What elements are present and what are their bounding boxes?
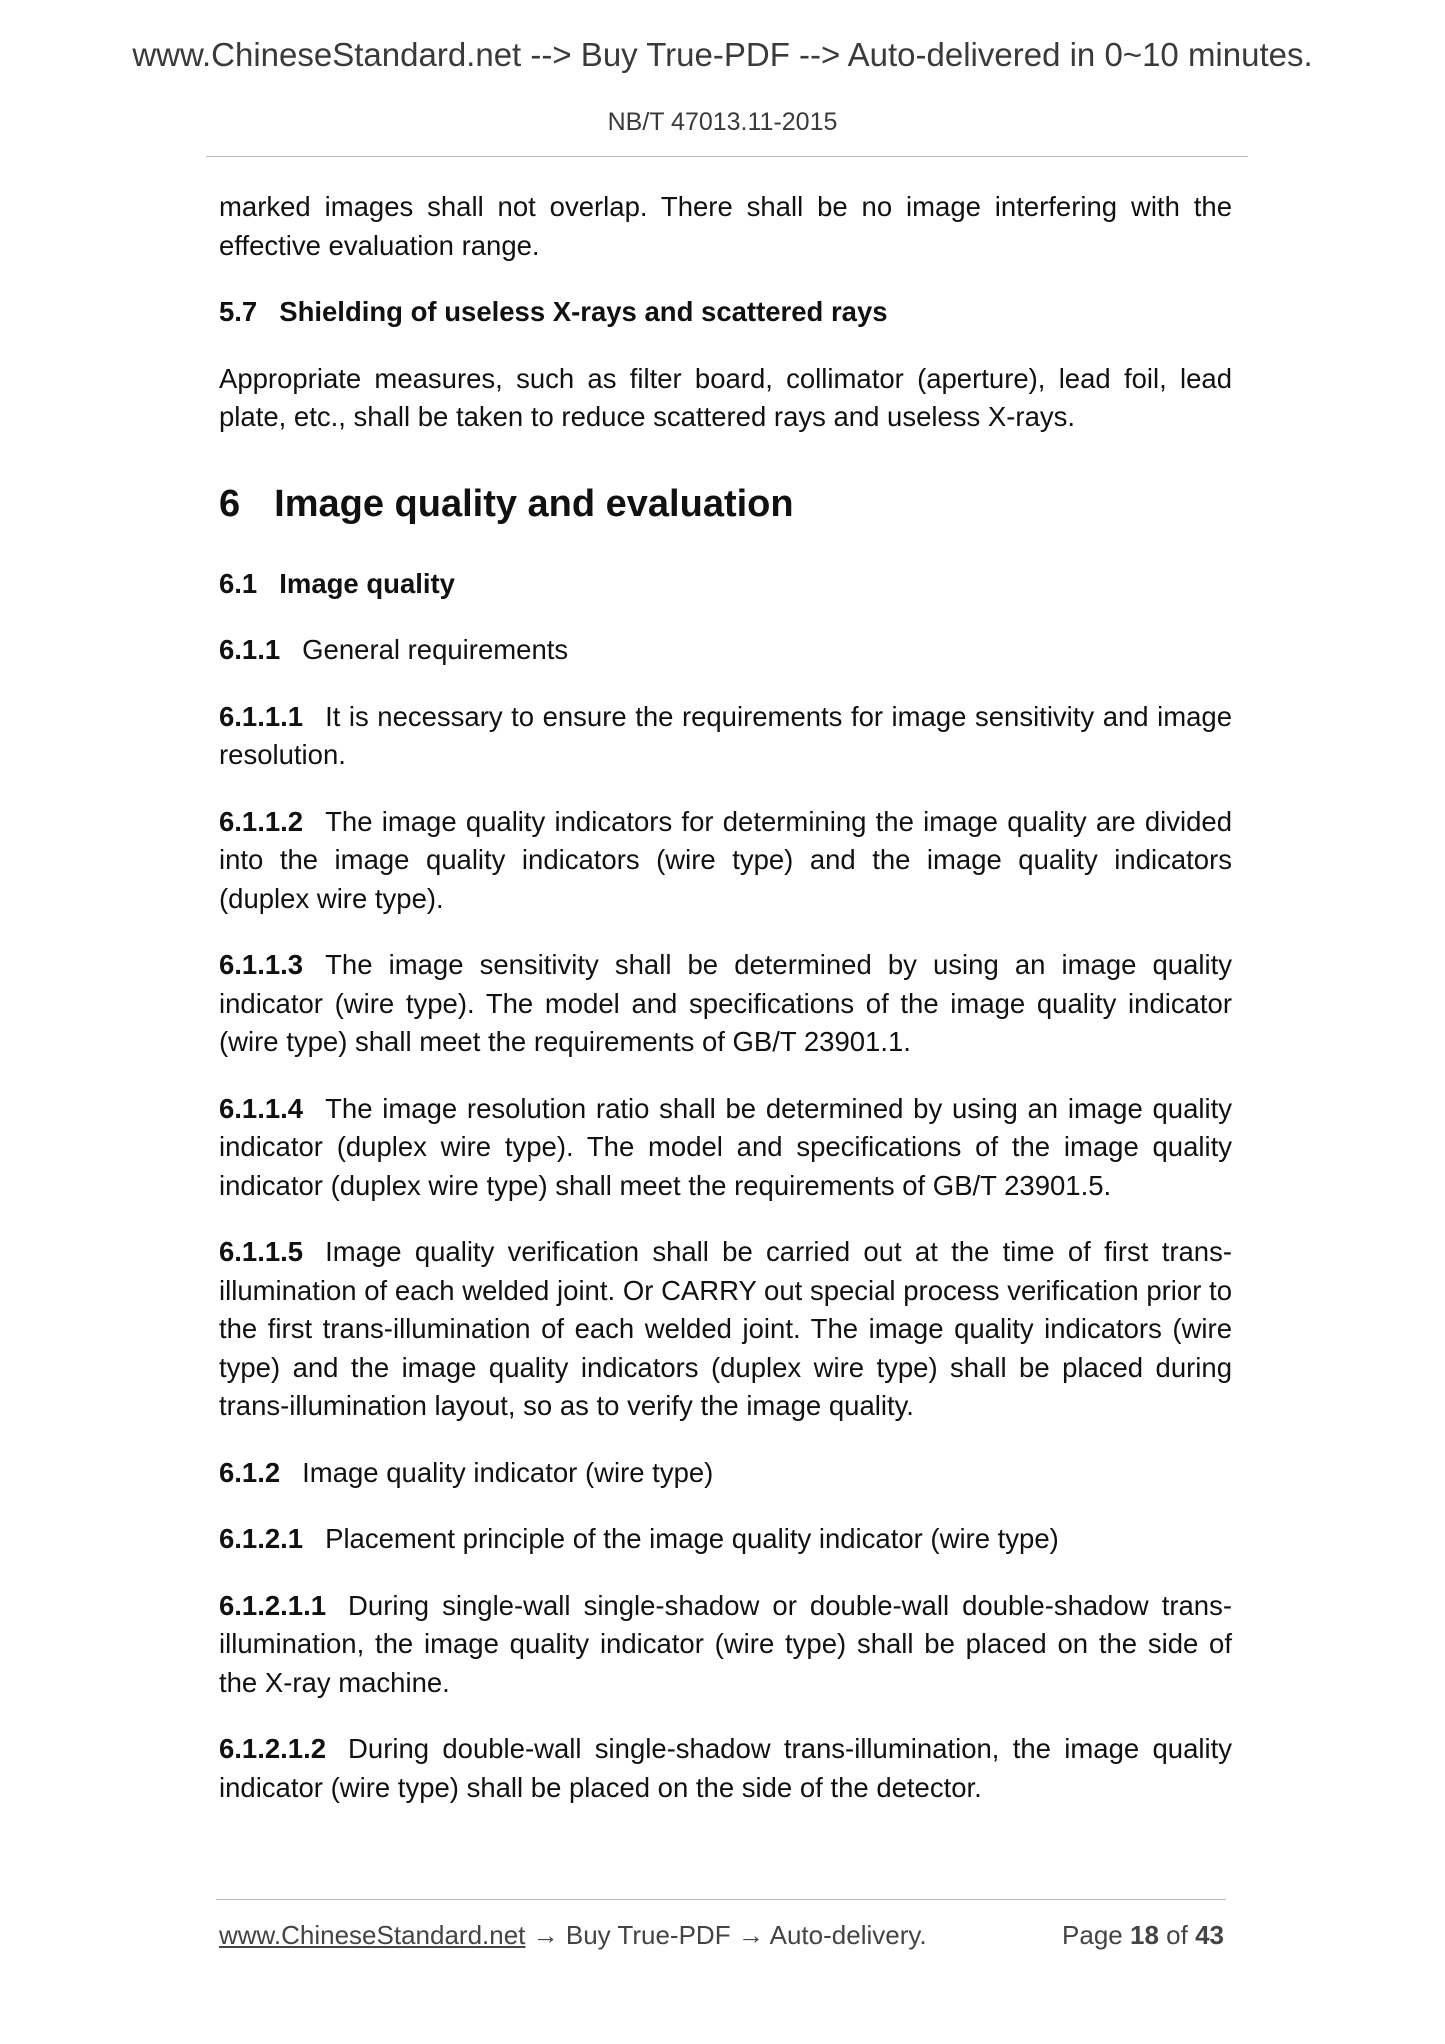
footer-buy-text: Buy True-PDF (565, 1920, 731, 1950)
page-label: Page (1062, 1920, 1123, 1950)
clause-6-1-2-1 (219, 1520, 1232, 1559)
section-title: Shielding of useless X-rays and scattered rays (279, 296, 888, 327)
clause-number: 6.1.2.1.2 (219, 1733, 327, 1764)
clause-number: 6.1.2 (219, 1456, 281, 1488)
clause-6-1-2-1-2 (219, 1730, 1232, 1807)
clause-text: The image sensitivity shall be determined by using an image quality indicator (wire type). The model and specifications of the image quality indicator (wire type) shall meet the requirements of GB/T 23901.1. (219, 949, 1232, 1057)
document-number: NB/T 47013.11-2015 (607, 108, 838, 136)
clause-text: Image quality verification shall be carried out at the time of first trans-illumination of each welded joint. Or CARRY out special process verification prior to the first trans-illumination of each welded joint. The image quality indicators (wire type) and the image quality indicators (duplex wire type) shall be placed during trans-illumination layout, so as to verify the image quality. (219, 1236, 1232, 1421)
clause-number: 6.1.2.1 (219, 1523, 304, 1554)
header-divider (206, 156, 1248, 157)
clause-6-1-1-5 (219, 1233, 1232, 1426)
chapter-6-heading (219, 481, 1232, 527)
section-title: Image quality (279, 567, 455, 599)
clause-6-1-2 (219, 1454, 1232, 1493)
clause-number: 6.1.1.4 (219, 1092, 304, 1124)
chapter-title: Image quality and evaluation (274, 482, 794, 525)
arrow-right-icon: → (737, 1920, 764, 1950)
clause-6-1-2-1-1 (219, 1587, 1232, 1703)
clause-text: The image quality indicators for determining the image quality are divided into the image quality indicators (wire type) and the image quality indicators (duplex wire type). (219, 805, 1232, 914)
arrow-right-icon: → (532, 1920, 559, 1950)
clause-title: General requirements (302, 634, 569, 665)
clause-title: Image quality indicator (wire type) (302, 1456, 714, 1488)
clause-text: It is necessary to ensure the requirements for image sensitivity and image resolution. (219, 700, 1232, 770)
page-footer (219, 1920, 1224, 1951)
clause-text: The image resolution ratio shall be determined by using an image quality indicator (duplex wire type). The model and specifications of the image quality indicator (duplex wire type) shall meet the requirements of GB/T 23901.5. (219, 1092, 1232, 1201)
clause-number: 6.1.1.5 (219, 1236, 304, 1267)
footer-divider (216, 1899, 1226, 1900)
clause-6-1-1-3 (219, 946, 1232, 1062)
clause-number: 6.1.1.3 (219, 949, 304, 980)
clause-6-1-1-2 (219, 803, 1232, 919)
section-5-7-paragraph: Appropriate measures, such as filter board, collimator (aperture), lead foil, lead plate, etc., shall be taken to reduce scattered rays and useless X-rays. (219, 362, 1232, 432)
current-page-number: 18 (1130, 1920, 1159, 1950)
footer-site-link[interactable]: www.ChineseStandard.net (219, 1920, 526, 1950)
clause-number: 6.1.2.1.1 (219, 1589, 327, 1621)
section-number: 6.1 (219, 567, 258, 599)
chapter-number: 6 (219, 482, 241, 525)
section-6-1-heading (219, 565, 1232, 604)
clause-6-1-1-1 (219, 698, 1232, 775)
clause-title: Placement principle of the image quality indicator (wire type) (325, 1523, 1059, 1554)
page-indicator (1062, 1920, 1224, 1951)
clause-text: During single-wall single-shadow or double-wall double-shadow trans-illumination, the image quality indicator (wire type) shall be placed on the side of the X-ray machine. (219, 1589, 1232, 1698)
of-label: of (1166, 1920, 1188, 1950)
clause-6-1-1 (219, 631, 1232, 670)
section-5-7-heading (219, 293, 1232, 332)
footer-delivery-text: Auto-delivery. (769, 1920, 927, 1950)
continued-paragraph: marked images shall not overlap. There shall be no image interfering with the effective evaluation range. (219, 191, 1232, 261)
clause-number: 6.1.1.1 (219, 700, 304, 732)
clause-number: 6.1.1.2 (219, 805, 304, 837)
header-banner: www.ChineseStandard.net --> Buy True-PDF --> Auto-delivered in 0~10 minutes. (132, 36, 1313, 73)
clause-6-1-1-4 (219, 1090, 1232, 1206)
clause-number: 6.1.1 (219, 634, 281, 665)
total-page-count: 43 (1195, 1920, 1224, 1950)
section-number: 5.7 (219, 296, 258, 327)
page-content (219, 188, 1232, 1835)
clause-text: During double-wall single-shadow trans-illumination, the image quality indicator (wire type) shall be placed on the side of the detector. (219, 1733, 1232, 1803)
